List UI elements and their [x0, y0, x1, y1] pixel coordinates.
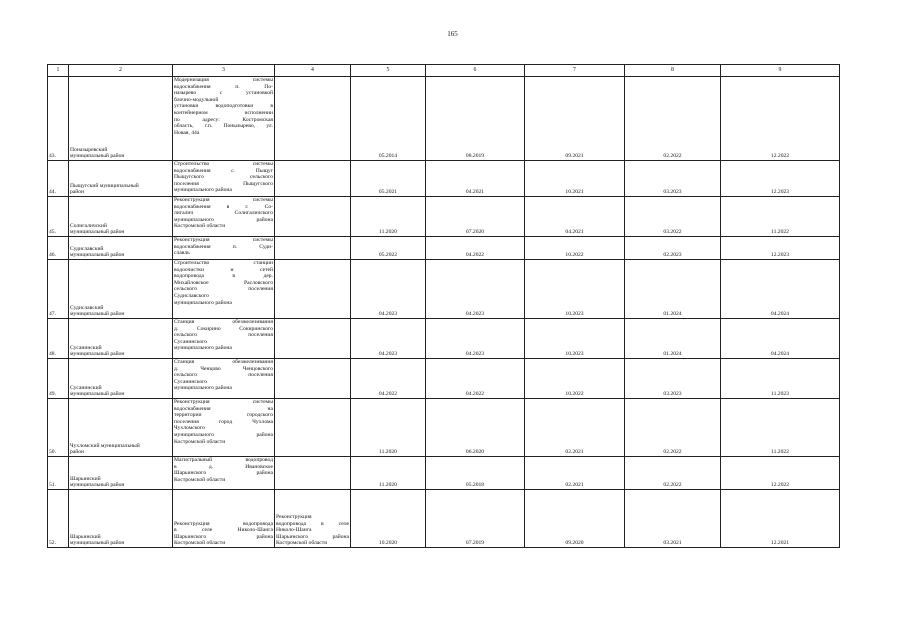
cell-text-line: Судиславский [70, 245, 104, 252]
district-cell [69, 161, 173, 197]
date-cell: 05.2021 [351, 161, 426, 197]
cell-text-line: муниципальный район [70, 229, 125, 236]
column-header: 5 [351, 65, 426, 77]
cell-text-line: по адресу: Костромская [174, 116, 273, 123]
row-number: 51. [48, 457, 69, 490]
cell-text-line: Пыщугский муниципальный [70, 182, 139, 189]
district-cell [69, 399, 173, 457]
district-cell [69, 319, 173, 359]
date-cell: 04.2022 [426, 359, 525, 399]
cell-text-line: сельского поселения [174, 286, 273, 293]
cell-text-line: в селе Николо-Шанга [174, 527, 273, 534]
date-cell: 02.2022 [625, 77, 721, 161]
date-cell: 11.2023 [721, 359, 840, 399]
cell-text-line: водоочистки и сетей [174, 266, 273, 273]
cell-text-line: контейнерном исполнении [174, 109, 273, 116]
date-cell: 12.2022 [721, 457, 840, 490]
cell-text-line: Костромской области [174, 540, 226, 547]
row-number: 49. [48, 359, 69, 399]
date-cell: 11.2020 [351, 197, 426, 237]
date-cell: 11.2022 [721, 197, 840, 237]
cell-text-line: Новая, 44а [174, 129, 200, 136]
cell-text-line: муниципальный район [70, 482, 125, 489]
table-row [48, 319, 840, 359]
date-cell: 04.2022 [426, 237, 525, 260]
cell-text-line: муниципального района [174, 345, 232, 352]
cell-text-line: муниципального района [174, 187, 232, 194]
date-cell: 11.2020 [351, 399, 426, 457]
date-cell: 04.2023 [426, 260, 525, 319]
cell-text-line: муниципального района [174, 385, 232, 392]
cell-text-line: сельского поселения [174, 332, 273, 339]
project-name-cell [173, 237, 275, 260]
cell-text-line: поселения Пыщугского [174, 180, 273, 187]
district-cell [69, 237, 173, 260]
cell-text-line: Сусанинский [70, 344, 102, 351]
project-name-cell [173, 457, 275, 490]
cell-text-line: Шарьинский [70, 475, 101, 482]
cell-text-line: территории городского [174, 412, 273, 419]
column4-cell [275, 319, 351, 359]
date-cell: 12.2023 [721, 237, 840, 260]
cell-text-line: Реконструкция системы [174, 399, 273, 405]
date-cell: 10.2023 [525, 260, 625, 319]
date-cell: 02.2023 [625, 237, 721, 260]
column4-cell [275, 490, 351, 548]
date-cell: 12.2022 [721, 77, 840, 161]
date-cell: 10.2020 [351, 490, 426, 548]
cell-text-line: область, г.п. Понызырево, ул. [174, 123, 273, 130]
date-cell: 03.2021 [625, 490, 721, 548]
date-cell: 09.2020 [525, 490, 625, 548]
column-header: 7 [525, 65, 625, 77]
column4-cell [275, 457, 351, 490]
project-name-cell [173, 197, 275, 237]
date-cell: 01.2024 [625, 260, 721, 319]
cell-text-line: Костромской области [174, 476, 226, 483]
cell-text-line: муниципального района [174, 431, 273, 438]
cell-text-line: муниципальный район [70, 540, 125, 547]
district-cell [69, 359, 173, 399]
project-name-cell [173, 161, 275, 197]
cell-text-line: поселения город Чухлома [174, 418, 273, 425]
date-cell: 02.2022 [625, 457, 721, 490]
date-cell: 02.2022 [625, 399, 721, 457]
table-row [48, 237, 840, 260]
cell-text-line: муниципальный район [70, 311, 125, 318]
column-header: 9 [721, 65, 840, 77]
date-cell: 06.2020 [426, 399, 525, 457]
date-cell: 10.2022 [525, 237, 625, 260]
cell-text-line: муниципальный район [70, 391, 125, 398]
date-cell: 03.2023 [625, 161, 721, 197]
date-cell: 05.2018 [426, 457, 525, 490]
cell-text-line: Строительство станции [174, 260, 273, 266]
cell-text-line: Реконструкция [276, 514, 312, 521]
date-cell: 03.2023 [625, 359, 721, 399]
cell-text-line: водоснабжения в г. Со- [174, 203, 273, 210]
cell-text-line: Поназыревский [70, 146, 108, 153]
cell-text-line: водоснабжения на [174, 405, 273, 412]
cell-text-line: водоснабжения п. Суди- [174, 243, 273, 250]
cell-text-line: Модернизация системы [174, 77, 273, 83]
column-header: 8 [625, 65, 721, 77]
cell-text-line: Сусанинского [174, 338, 208, 345]
cell-text-line: установки водоподготовки в [174, 103, 273, 110]
district-cell [69, 197, 173, 237]
district-cell [69, 77, 173, 161]
row-number: 50. [48, 399, 69, 457]
cell-text-line: Костромской области [174, 223, 226, 230]
date-cell: 12.2023 [721, 161, 840, 197]
table-row [48, 457, 840, 490]
cell-text-line: Судиславского [174, 292, 209, 299]
cell-text-line: Станция обезжелезивания [174, 359, 273, 365]
date-cell: 11.2020 [351, 457, 426, 490]
column-header: 6 [426, 65, 525, 77]
cell-text-line: район [70, 189, 85, 196]
column-header: 4 [275, 65, 351, 77]
date-cell: 04.2024 [721, 260, 840, 319]
cell-text-line: район [70, 449, 85, 456]
column-header: 3 [173, 65, 275, 77]
column4-cell [275, 197, 351, 237]
date-cell: 01.2024 [625, 319, 721, 359]
cell-text-line: д. Ченцово Ченцовского [174, 365, 273, 372]
table-header-row [48, 65, 840, 77]
cell-text-line: Шарьинского района [276, 533, 349, 540]
project-name-cell [173, 260, 275, 319]
row-number: 43. [48, 77, 69, 161]
date-cell: 10.2023 [525, 319, 625, 359]
table-row [48, 77, 840, 161]
date-cell: 04.2023 [351, 260, 426, 319]
cell-text-line: Николо-Шанга [276, 527, 312, 534]
cell-text-line: муниципальный район [70, 252, 125, 259]
row-number: 45. [48, 197, 69, 237]
cell-text-line: водоснабжения с. Пыщуг [174, 167, 273, 174]
column4-cell [275, 260, 351, 319]
cell-text-line: в д. Ивановское [174, 463, 273, 470]
column4-cell [275, 399, 351, 457]
cell-text-line: водопровода в дер. [174, 273, 273, 280]
date-cell: 05.2014 [351, 77, 426, 161]
date-cell: 07.2020 [426, 197, 525, 237]
date-cell: 07.2019 [426, 490, 525, 548]
district-cell [69, 457, 173, 490]
cell-text-line: Шарьинский [70, 533, 101, 540]
row-number: 47. [48, 260, 69, 319]
cell-text-line: муниципального района [174, 216, 273, 223]
cell-text-line: славль [174, 250, 190, 257]
cell-text-line: Солигаличский [70, 222, 107, 229]
row-number: 46. [48, 237, 69, 260]
cell-text-line: Сусанинского [174, 378, 208, 385]
column-header: 2 [69, 65, 173, 77]
cell-text-line: Реконструкция системы [174, 197, 273, 203]
column4-cell [275, 237, 351, 260]
cell-text-line: Судиславский [70, 304, 104, 311]
project-name-cell [173, 319, 275, 359]
date-cell: 12.2021 [721, 490, 840, 548]
cell-text-line: Строительство системы [174, 161, 273, 167]
date-cell: 04.2021 [525, 197, 625, 237]
date-cell: 03.2022 [625, 197, 721, 237]
cell-text-line: д. Сокирино Сокиринского [174, 325, 273, 332]
project-name-cell [173, 359, 275, 399]
cell-text-line: водоснабжения п. По- [174, 83, 273, 90]
date-cell: 04.2023 [426, 319, 525, 359]
date-cell: 04.2023 [351, 319, 426, 359]
cell-text-line: Станция обезжелезивания [174, 319, 273, 325]
district-cell [69, 490, 173, 548]
column-header: 1 [48, 65, 69, 77]
column4-cell [275, 161, 351, 197]
date-cell: 05.2022 [351, 237, 426, 260]
table-row [48, 359, 840, 399]
column4-cell [275, 77, 351, 161]
date-cell: 10.2022 [525, 359, 625, 399]
table-row [48, 490, 840, 548]
project-name-cell [173, 77, 275, 161]
table-row [48, 399, 840, 457]
cell-text-line: блочно-модульной [174, 96, 219, 103]
cell-text-line: Пыщугского сельского [174, 174, 273, 181]
date-cell: 04.2022 [351, 359, 426, 399]
cell-text-line: Чухломского [174, 425, 205, 432]
date-cell: 08.2019 [426, 77, 525, 161]
cell-text-line: Костромской области [174, 438, 226, 445]
column4-cell [275, 359, 351, 399]
date-cell: 04.2024 [721, 319, 840, 359]
cell-text-line: муниципального района [174, 299, 232, 306]
date-cell: 02.2021 [525, 457, 625, 490]
date-cell: 02.2021 [525, 399, 625, 457]
cell-text-line: Костромской области [276, 540, 328, 547]
table-body [48, 77, 840, 548]
project-name-cell [173, 399, 275, 457]
cell-text-line: Сусанинский [70, 384, 102, 391]
cell-text-line: Магистральный водопровод [174, 457, 273, 463]
cell-text-line: водопровода в селе [276, 520, 349, 527]
district-cell [69, 260, 173, 319]
cell-text-line: Шарьинского района [174, 533, 273, 540]
row-number: 44. [48, 161, 69, 197]
cell-text-line: Реконструкция системы [174, 237, 273, 243]
row-number: 48. [48, 319, 69, 359]
schedule-table [47, 64, 840, 548]
date-cell: 11.2022 [721, 399, 840, 457]
project-name-cell [173, 490, 275, 548]
cell-text-line: назырево с установкой [174, 90, 273, 97]
table-row [48, 161, 840, 197]
cell-text-line: лигалич Солигаличского [174, 210, 273, 217]
cell-text-line: Шарьинского района [174, 470, 273, 477]
cell-text-line: Чухломский муниципальный [70, 442, 140, 449]
cell-text-line: муниципальный район [70, 351, 125, 358]
cell-text-line: муниципальный район [70, 153, 125, 160]
table-row [48, 260, 840, 319]
cell-text-line: Реконструкция водопровода [174, 520, 273, 527]
page-number: 165 [447, 30, 458, 38]
cell-text-line: Михайловское Расловского [174, 279, 273, 286]
table-row [48, 197, 840, 237]
cell-text-line: сельского поселения [174, 372, 273, 379]
date-cell: 10.2021 [525, 161, 625, 197]
date-cell: 04.2021 [426, 161, 525, 197]
row-number: 52. [48, 490, 69, 548]
date-cell: 09.2021 [525, 77, 625, 161]
